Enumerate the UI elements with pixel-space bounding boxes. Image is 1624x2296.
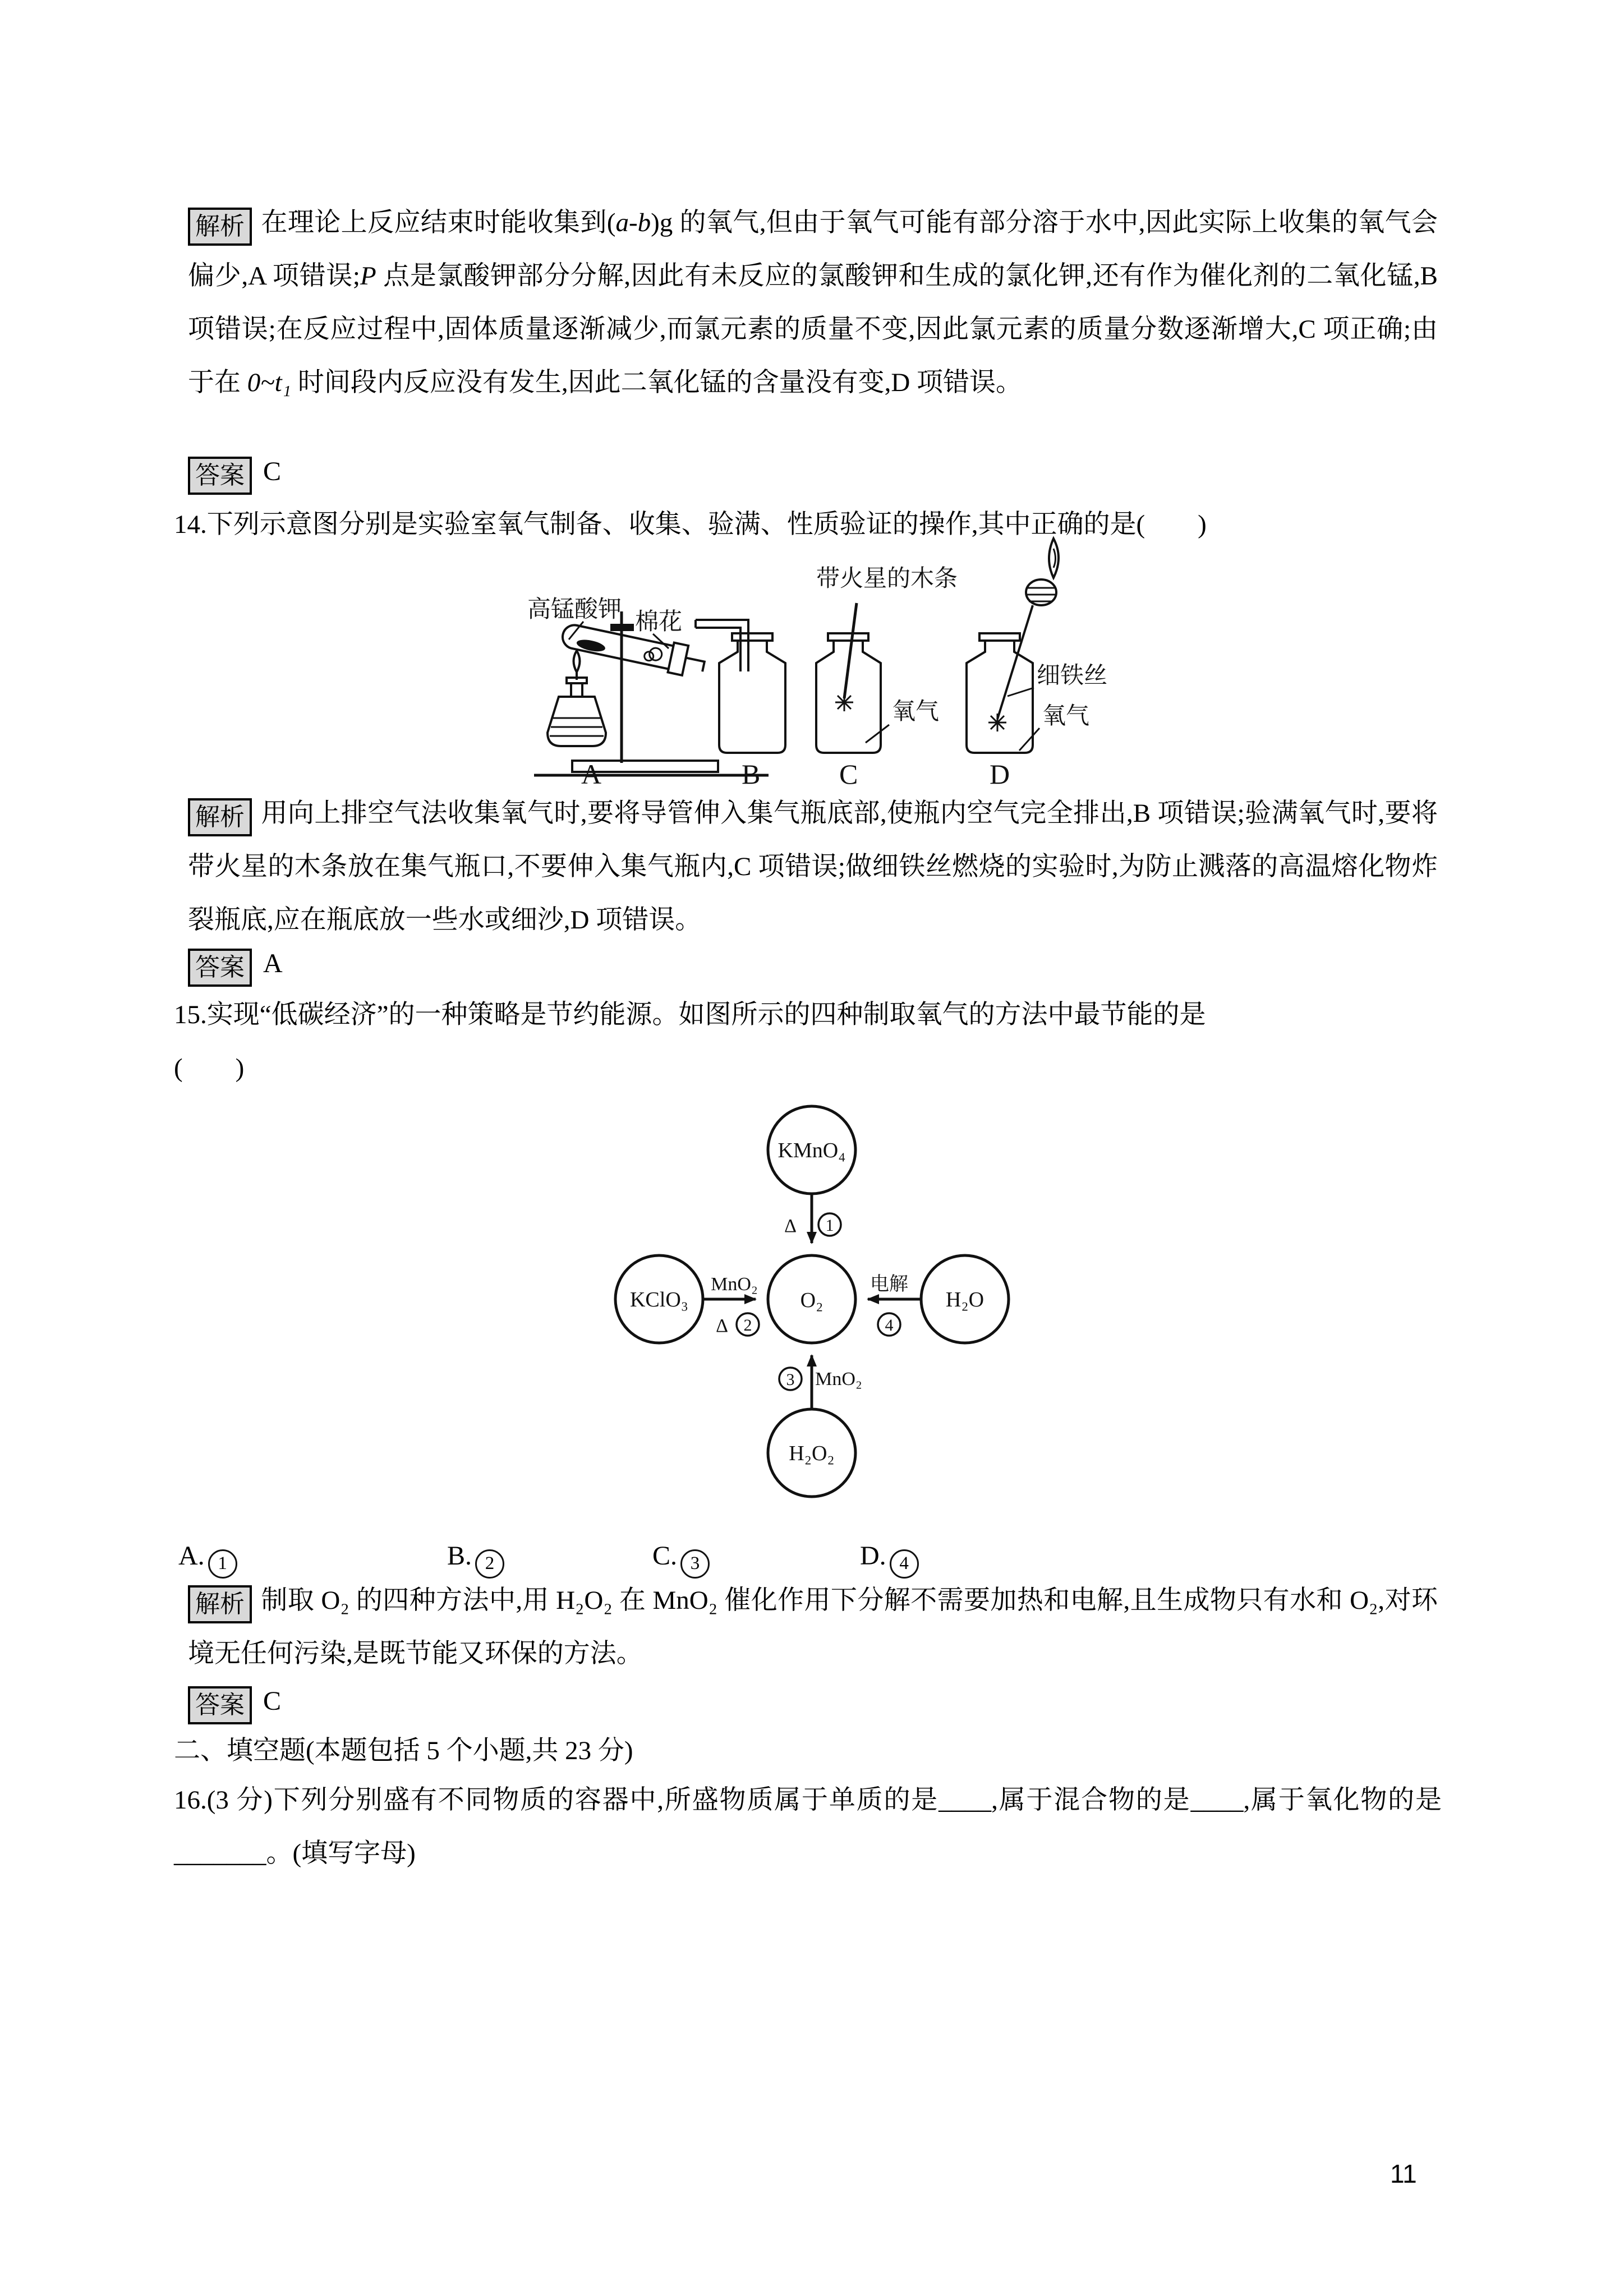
arrow-2-catalyst: MnO₂ bbox=[711, 1274, 758, 1295]
bottle-d-rim bbox=[979, 633, 1020, 641]
spark-icon-d bbox=[988, 714, 1006, 731]
option-a-circled-1-icon: 1 bbox=[208, 1549, 237, 1579]
lamp-fuel-lines bbox=[550, 718, 604, 736]
section2-header: 二、填空题(本题包括 5 个小题,共 23 分) bbox=[174, 1736, 633, 1765]
wire-leader-line bbox=[1007, 688, 1034, 696]
delivery-tube bbox=[684, 658, 705, 672]
option-b-circled-2-icon: 2 bbox=[475, 1549, 504, 1579]
q13-sol-italic-t1: 0~t₁ bbox=[247, 368, 292, 397]
apparatus-a bbox=[527, 596, 769, 788]
option-d-circled-4-icon: 4 bbox=[890, 1549, 919, 1579]
q15-solution-paragraph bbox=[188, 1574, 1438, 1681]
arrow-2-number: 2 bbox=[743, 1316, 752, 1335]
apparatus-b bbox=[696, 620, 785, 788]
label-a: A bbox=[581, 758, 602, 788]
q13-answer-row bbox=[188, 445, 281, 499]
label-b: B bbox=[742, 758, 761, 788]
jiexi-tag-q15: 解析 bbox=[188, 1585, 252, 1623]
option-c-circled-3-icon: 3 bbox=[680, 1549, 710, 1579]
oxygen-d-leader-line bbox=[1019, 728, 1039, 751]
arrow-3-catalyst: MnO₂ bbox=[815, 1369, 862, 1389]
q14-apparatus-figure bbox=[527, 533, 1144, 788]
cotton-plug bbox=[648, 647, 663, 661]
kmno4-label: 高锰酸钾 bbox=[527, 597, 622, 623]
option-c-letter: C. bbox=[652, 1541, 678, 1571]
daan-tag: 答案 bbox=[188, 457, 252, 495]
arrow-1-condition: Δ bbox=[784, 1216, 797, 1236]
q13-solution-paragraph bbox=[188, 196, 1438, 409]
node-h2o-label: H₂O bbox=[945, 1288, 984, 1312]
q14-answer-letter: A bbox=[263, 949, 283, 978]
daan-tag-q14: 答案 bbox=[188, 949, 252, 987]
match-flame-icon bbox=[1049, 539, 1059, 578]
alcohol-lamp-body bbox=[548, 697, 606, 746]
q15-answer-letter: C bbox=[263, 1686, 282, 1716]
apparatus-c bbox=[816, 565, 958, 788]
q13-sol-seg1: 在理论上反应结束时能收集到( bbox=[261, 208, 616, 237]
q13-sol-seg4: 时间段内反应没有发生,因此二氧化锰的含量没有变,D 项错误。 bbox=[291, 368, 1023, 397]
jiexi-tag-q14: 解析 bbox=[188, 798, 252, 836]
node-o2-label: O₂ bbox=[800, 1289, 823, 1312]
node-kmno4-label: KMnO₄ bbox=[778, 1139, 846, 1162]
oxygen-label-d: 氧气 bbox=[1042, 703, 1090, 729]
node-h2o2-label: H₂O₂ bbox=[789, 1442, 835, 1465]
bottle-b-body bbox=[719, 641, 785, 753]
label-d: D bbox=[990, 758, 1010, 788]
oxygen-c-leader-line bbox=[866, 725, 889, 743]
arrow-4-number: 4 bbox=[885, 1316, 894, 1335]
q14-sol-text: 用向上排空气法收集氧气时,要将导管伸入集气瓶底部,使瓶内空气完全排出,B 项错误;验满氧气时,要将带火星的木条放在集气瓶口,不要伸入集气瓶内,C 项错误;做细铁丝燃烧的实验时,为防止溅落的高温熔化物炸裂瓶底,应在瓶底放一些水或细沙,D 项错误。 bbox=[188, 799, 1438, 935]
hand-fingers bbox=[1027, 588, 1055, 601]
option-a-letter: A. bbox=[178, 1541, 205, 1571]
cotton-label: 棉花 bbox=[635, 609, 683, 635]
iron-wire bbox=[997, 605, 1033, 719]
oxygen-label-c: 氧气 bbox=[892, 699, 940, 725]
bottle-d-body bbox=[967, 641, 1033, 753]
lamp-neck bbox=[571, 683, 582, 697]
q13-answer-letter: C bbox=[263, 457, 282, 486]
splint-label: 带火星的木条 bbox=[816, 566, 958, 592]
node-kclo3-label: KClO₃ bbox=[629, 1288, 689, 1312]
bottle-c-rim bbox=[828, 633, 868, 641]
jiexi-tag: 解析 bbox=[188, 208, 252, 246]
q14-solution-paragraph bbox=[188, 787, 1438, 947]
arrow-4-condition: 电解 bbox=[870, 1274, 908, 1295]
page-number: 11 bbox=[1390, 2159, 1417, 2188]
q15-stem-line2: ( ) bbox=[174, 1053, 245, 1083]
option-b-letter: B. bbox=[447, 1541, 472, 1571]
cotton-plug2 bbox=[643, 651, 654, 661]
lamp-flame bbox=[574, 651, 580, 672]
option-d-letter: D. bbox=[860, 1541, 886, 1571]
apparatus-d bbox=[967, 539, 1107, 788]
label-c: C bbox=[839, 758, 858, 788]
q14-stem: 14.下列示意图分别是实验室氧气制备、收集、验满、性质验证的操作,其中正确的是( ) bbox=[174, 510, 1207, 539]
q13-sol-italic-ab: a-b bbox=[615, 208, 651, 237]
q13-sol-seg2: )g 的氧气,但由于氧气可能有部分溶于水中,因此实际上收集的氧气会偏少,A 项错误; bbox=[188, 208, 1438, 291]
iron-wire-label: 细铁丝 bbox=[1037, 663, 1108, 689]
q14-answer-row bbox=[188, 937, 283, 991]
glowing-splint bbox=[844, 603, 857, 698]
arrow-3-number: 3 bbox=[786, 1370, 795, 1389]
q16-stem: 16.(3 分)下列分别盛有不同物质的容器中,所盛物质属于单质的是____,属于混合物的是____,属于氧化物的是_______。(填写字母) bbox=[174, 1786, 1442, 1868]
q15-flow-diagram bbox=[597, 1098, 1024, 1499]
spark-icon bbox=[835, 693, 853, 711]
q13-sol-italic-p: P bbox=[360, 261, 376, 291]
q15-sol-text: 制取 O₂ 的四种方法中,用 H₂O₂ 在 MnO₂ 催化作用下分解不需要加热和电解,且生成物只有水和 O₂,对环境无任何污染,是既节能又环保的方法。 bbox=[188, 1586, 1438, 1668]
q15-answer-row bbox=[188, 1674, 281, 1728]
arrow-1-number: 1 bbox=[825, 1216, 834, 1235]
stopper bbox=[668, 643, 688, 675]
flame-inner bbox=[1053, 549, 1056, 568]
bottle-b-rim bbox=[732, 633, 772, 641]
q15-stem-line1: 15.实现“低碳经济”的一种策略是节约能源。如图所示的四种制取氧气的方法中最节能的是 bbox=[174, 1000, 1206, 1029]
arrow-2-condition: Δ bbox=[716, 1315, 728, 1336]
daan-tag-q15: 答案 bbox=[188, 1686, 252, 1724]
clamp bbox=[610, 624, 634, 631]
q13-sol-seg3: 点是氯酸钾部分分解,因此有未反应的氯酸钾和生成的氯化钾,还有作为催化剂的二氧化锰,B 项错误;在反应过程中,固体质量逐渐减少,而氯元素的质量不变,因此氯元素的质量分数逐渐增大,C 项正确;由于在 bbox=[188, 261, 1438, 397]
